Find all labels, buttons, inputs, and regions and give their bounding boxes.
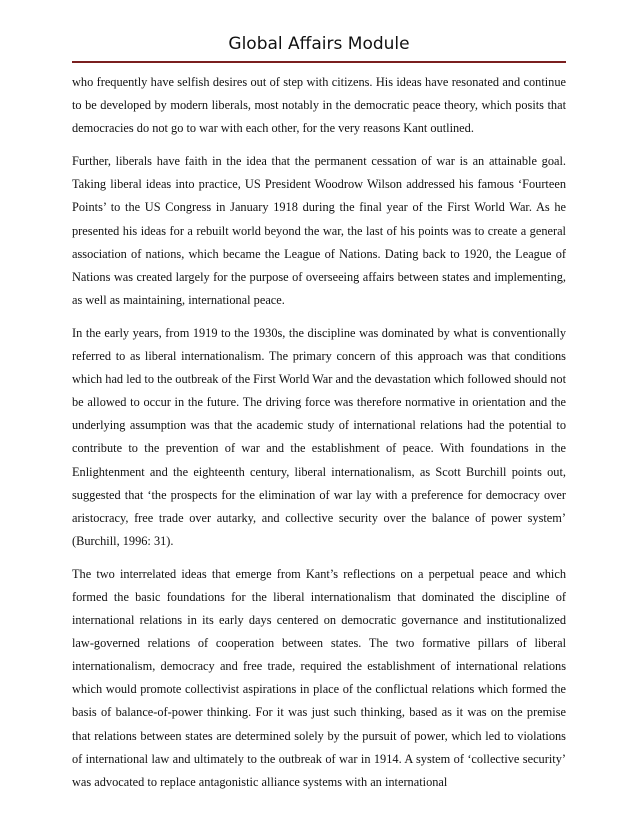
page-header-title: Global Affairs Module [228,34,410,54]
paragraph-2: Further, liberals have faith in the idea that the permanent cessation of war is an attainable goal. Taking liberal ideas into practice, US President Woodrow Wilson addressed his famous ‘Fourteen Points’ to the US Congress in January 1918 during the final year of the First World War. As he presented his ideas for a rebuilt world beyond the war, the last of his points was to create a general association of nations, which became the League of Nations. Dating back to 1920, the League of Nations was created largely for the purpose of overseeing affairs between states and implementing, as well as maintaining, international peace. [72,154,566,307]
paragraph-3: In the early years, from 1919 to the 1930s, the discipline was dominated by what is conventionally referred to as liberal internationalism. The primary concern of this approach was that conditions which had led to the outbreak of the First World War and the devastation which followed should not be allowed to occur in the future. The driving force was therefore normative in orientation and the underlying assumption was that the academic study of international relations had the potential to contribute to the prevention of war and the establishment of peace. With foundations in the Enlightenment and the eighteenth century, liberal internationalism, as Scott Burchill points out, suggested that ‘the prospects for the elimination of war lay with a preference for democracy over aristocracy, free trade over autarky, and collective security over the balance of power system’ (Burchill, 1996: 31). [72,325,566,548]
body-text [72,71,566,804]
header-divider-rule [72,61,566,63]
paragraph-4: The two interrelated ideas that emerge from Kant’s reflections on a perpetual peace and which formed the basic foundations for the liberal internationalism that dominated the discipline of international relations in its early days centered on democratic governance and institutionalized law-governed relations of cooperation between states. The two formative pillars of liberal internationalism, democracy and free trade, required the establishment of international relations which would promote collectivist aspirations in place of the conflictual relations which formed the basis of balance-of-power thinking. For it was just such thinking, based as it was on the premise that relations between states are determined solely by the pursuit of power, which led to violations of international law and ultimately to the outbreak of war in 1914. A system of ‘collective security’ was advocated to replace antagonistic alliance systems with an international [72,566,566,789]
paragraph-1: who frequently have selfish desires out of step with citizens. His ideas have resonated and continue to be developed by modern liberals, most notably in the democratic peace theory, which posits that democracies do not go to war with each other, for the very reasons Kant outlined. [72,75,566,136]
